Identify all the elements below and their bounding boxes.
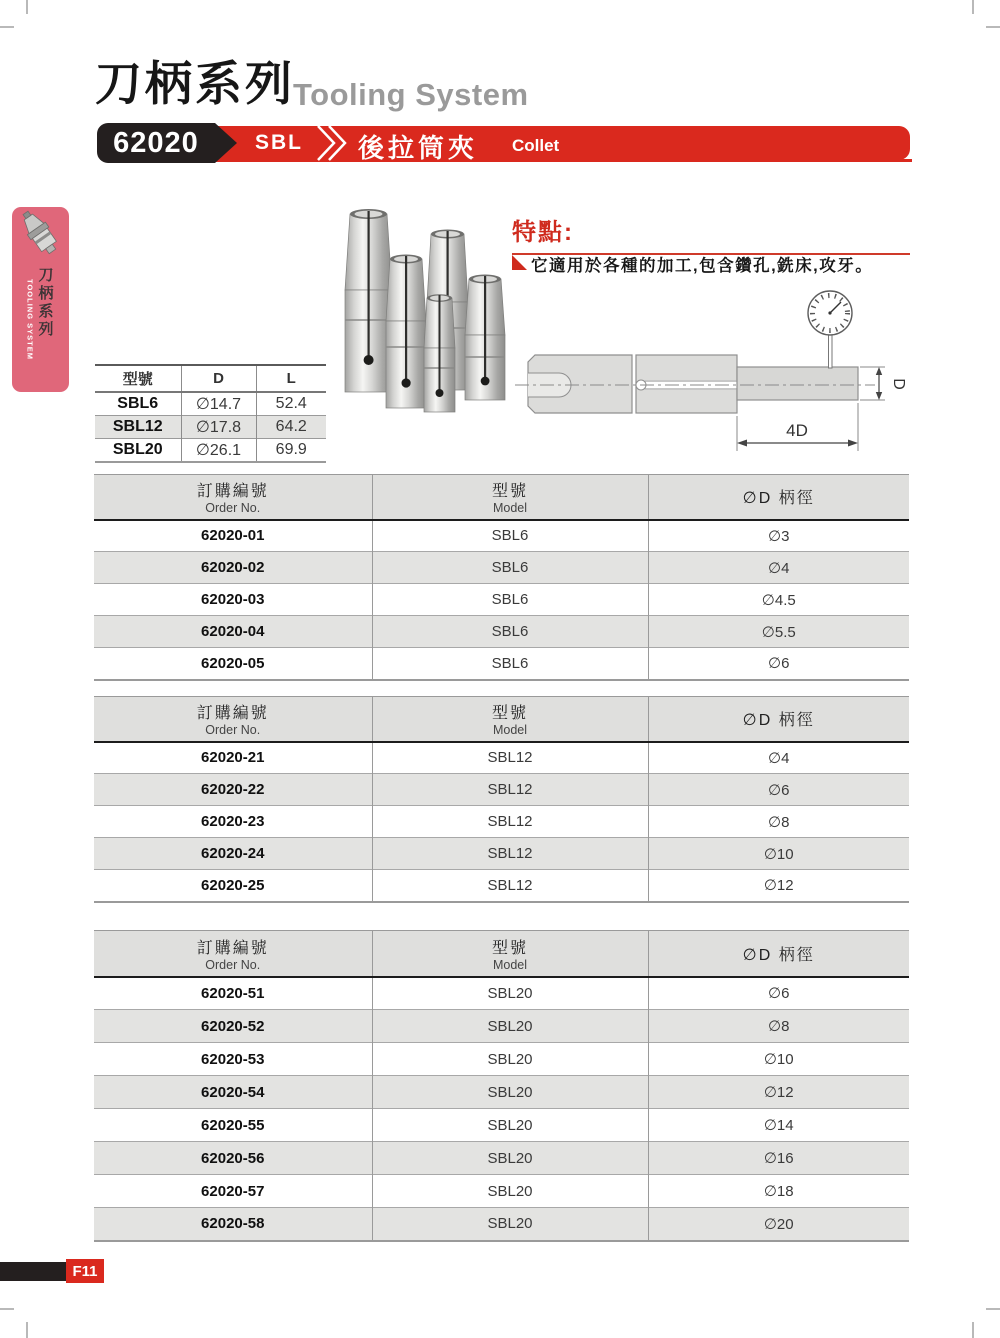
- order-table-sbl20: [94, 930, 909, 1242]
- series-name: SBL: [255, 131, 303, 154]
- col-dia-label: ∅D 柄徑: [742, 490, 815, 508]
- col-shank-dia: [648, 931, 909, 977]
- order-no: 62020-02: [94, 552, 372, 584]
- shank-dia: ∅4.5: [648, 584, 909, 616]
- model: SBL20: [372, 1043, 648, 1076]
- order-table-sbl6: [94, 474, 909, 681]
- order-no: 62020-52: [94, 1010, 372, 1043]
- model: SBL12: [372, 742, 648, 774]
- model: SBL12: [372, 870, 648, 902]
- sidebar-tab-label-zh: 刀柄系列: [36, 267, 54, 339]
- table-row: [94, 552, 909, 584]
- col-order-en: Order No.: [205, 957, 261, 972]
- shank-dia: ∅5.5: [648, 616, 909, 648]
- product-name-zh: 後拉筒夾: [358, 133, 479, 163]
- crop-mark: [0, 1308, 14, 1310]
- table-row: [94, 1208, 909, 1241]
- feature-item: [512, 252, 873, 276]
- shank-dia: ∅8: [648, 806, 909, 838]
- shank-dia: ∅18: [648, 1175, 909, 1208]
- order-no: 62020-22: [94, 774, 372, 806]
- col-shank-dia: [648, 475, 909, 520]
- order-table-header: [94, 475, 909, 520]
- chevron-right-icon: [312, 122, 352, 164]
- crop-mark: [986, 1308, 1000, 1310]
- table-row: [94, 838, 909, 870]
- table-row: [94, 742, 909, 774]
- col-model-zh: 型號: [491, 705, 528, 723]
- shank-dia: ∅8: [648, 1010, 909, 1043]
- table-row: [94, 806, 909, 838]
- spec-cell: 52.4: [256, 392, 326, 416]
- col-order-zh: 訂購編號: [196, 939, 269, 957]
- order-no: 62020-25: [94, 870, 372, 902]
- spec-cell: ∅17.8: [181, 416, 256, 439]
- table-row: [94, 1109, 909, 1142]
- model: SBL20: [372, 1208, 648, 1241]
- shank-dia: ∅6: [648, 648, 909, 680]
- order-no: 62020-56: [94, 1142, 372, 1175]
- shank-dia: ∅12: [648, 870, 909, 902]
- dimension-d-label: D: [890, 378, 907, 390]
- table-row: [94, 870, 909, 902]
- spec-header-row: [95, 365, 326, 392]
- col-order-zh: 訂購編號: [196, 483, 269, 501]
- table-row: [94, 1142, 909, 1175]
- spec-cell: SBL12: [95, 416, 181, 439]
- table-row: [94, 520, 909, 552]
- bullet-triangle-icon: [512, 255, 527, 270]
- model: SBL20: [372, 1142, 648, 1175]
- col-model: [372, 697, 648, 742]
- table-row: [94, 616, 909, 648]
- shank-dia: ∅20: [648, 1208, 909, 1241]
- col-order-no: [94, 697, 372, 742]
- spec-table: [95, 364, 326, 463]
- crop-mark: [26, 0, 28, 14]
- crop-mark: [986, 26, 1000, 28]
- spec-row: [95, 392, 326, 416]
- table-row: [94, 1043, 909, 1076]
- order-table-header: [94, 931, 909, 977]
- order-table-header: [94, 697, 909, 742]
- order-no: 62020-21: [94, 742, 372, 774]
- model: SBL12: [372, 774, 648, 806]
- crop-mark: [0, 26, 14, 28]
- model: SBL12: [372, 806, 648, 838]
- shank-dia: ∅10: [648, 838, 909, 870]
- order-no: 62020-55: [94, 1109, 372, 1142]
- table-row: [94, 1010, 909, 1043]
- sidebar-tab-label-en: TOOLING SYSTEM: [25, 279, 35, 360]
- page-subtitle: Tooling System: [293, 77, 529, 112]
- order-table-sbl12: [94, 696, 909, 903]
- spec-cell: ∅26.1: [181, 439, 256, 463]
- technical-drawing: [513, 283, 947, 467]
- shank-dia: ∅6: [648, 977, 909, 1010]
- order-no: 62020-05: [94, 648, 372, 680]
- col-model-en: Model: [492, 723, 528, 738]
- series-code: 62020: [113, 126, 199, 159]
- feature-text: 它適用於各種的加工,包含鑽孔,銑床,攻牙。: [531, 257, 874, 275]
- features-heading: [512, 212, 910, 255]
- spec-cell: 69.9: [256, 439, 326, 463]
- shank-dia: ∅12: [648, 1076, 909, 1109]
- order-no: 62020-57: [94, 1175, 372, 1208]
- page-number-tab: F11: [66, 1259, 104, 1283]
- col-order-no: [94, 475, 372, 520]
- col-order-no: [94, 931, 372, 977]
- spec-col-l: L: [256, 365, 326, 392]
- crop-mark: [26, 1322, 28, 1338]
- model: SBL6: [372, 552, 648, 584]
- model: SBL20: [372, 977, 648, 1010]
- shank-dia: ∅16: [648, 1142, 909, 1175]
- col-dia-label: ∅D 柄徑: [742, 712, 815, 730]
- order-no: 62020-01: [94, 520, 372, 552]
- shank-dia: ∅4: [648, 552, 909, 584]
- col-model: [372, 931, 648, 977]
- spec-cell: SBL6: [95, 392, 181, 416]
- spec-cell: 64.2: [256, 416, 326, 439]
- table-row: [94, 648, 909, 680]
- shank-dia: ∅4: [648, 742, 909, 774]
- spec-cell: SBL20: [95, 439, 181, 463]
- model: SBL6: [372, 616, 648, 648]
- col-order-zh: 訂購編號: [196, 705, 269, 723]
- product-photo-collets: [328, 197, 518, 419]
- page-title: 刀柄系列: [95, 57, 295, 110]
- order-no: 62020-51: [94, 977, 372, 1010]
- sidebar-category-tab[interactable]: [12, 207, 69, 392]
- model: SBL6: [372, 520, 648, 552]
- shank-dia: ∅10: [648, 1043, 909, 1076]
- order-no: 62020-24: [94, 838, 372, 870]
- col-model: [372, 475, 648, 520]
- footer-bar: [0, 1262, 66, 1281]
- table-row: [94, 1175, 909, 1208]
- series-code-arrow: [215, 123, 237, 163]
- dimension-4d-label: 4D: [786, 421, 808, 440]
- order-no: 62020-58: [94, 1208, 372, 1241]
- crop-mark: [972, 1322, 974, 1338]
- col-model-en: Model: [492, 501, 528, 516]
- order-no: 62020-23: [94, 806, 372, 838]
- product-name-en: Collet: [512, 136, 560, 155]
- features-heading-text: 特點:: [512, 219, 574, 246]
- model: SBL6: [372, 648, 648, 680]
- shank-dia: ∅3: [648, 520, 909, 552]
- col-shank-dia: [648, 697, 909, 742]
- model: SBL20: [372, 1109, 648, 1142]
- shank-dia: ∅14: [648, 1109, 909, 1142]
- table-row: [94, 1076, 909, 1109]
- tool-holder-icon: [17, 207, 65, 263]
- model: SBL20: [372, 1010, 648, 1043]
- col-model-zh: 型號: [491, 483, 528, 501]
- col-dia-label: ∅D 柄徑: [742, 946, 815, 964]
- order-no: 62020-54: [94, 1076, 372, 1109]
- crop-mark: [972, 0, 974, 14]
- col-model-en: Model: [492, 957, 528, 972]
- spec-col-d: D: [181, 365, 256, 392]
- model: SBL6: [372, 584, 648, 616]
- model: SBL20: [372, 1076, 648, 1109]
- table-row: [94, 774, 909, 806]
- spec-row: [95, 416, 326, 439]
- series-code-badge: [97, 123, 215, 163]
- table-row: [94, 584, 909, 616]
- order-no: 62020-03: [94, 584, 372, 616]
- col-order-en: Order No.: [205, 723, 261, 738]
- spec-row: [95, 439, 326, 463]
- spec-cell: ∅14.7: [181, 392, 256, 416]
- spec-col-model: 型號: [95, 365, 181, 392]
- col-model-zh: 型號: [491, 939, 528, 957]
- model: SBL20: [372, 1175, 648, 1208]
- model: SBL12: [372, 838, 648, 870]
- col-order-en: Order No.: [205, 501, 261, 516]
- table-row: [94, 977, 909, 1010]
- shank-dia: ∅6: [648, 774, 909, 806]
- order-no: 62020-04: [94, 616, 372, 648]
- order-no: 62020-53: [94, 1043, 372, 1076]
